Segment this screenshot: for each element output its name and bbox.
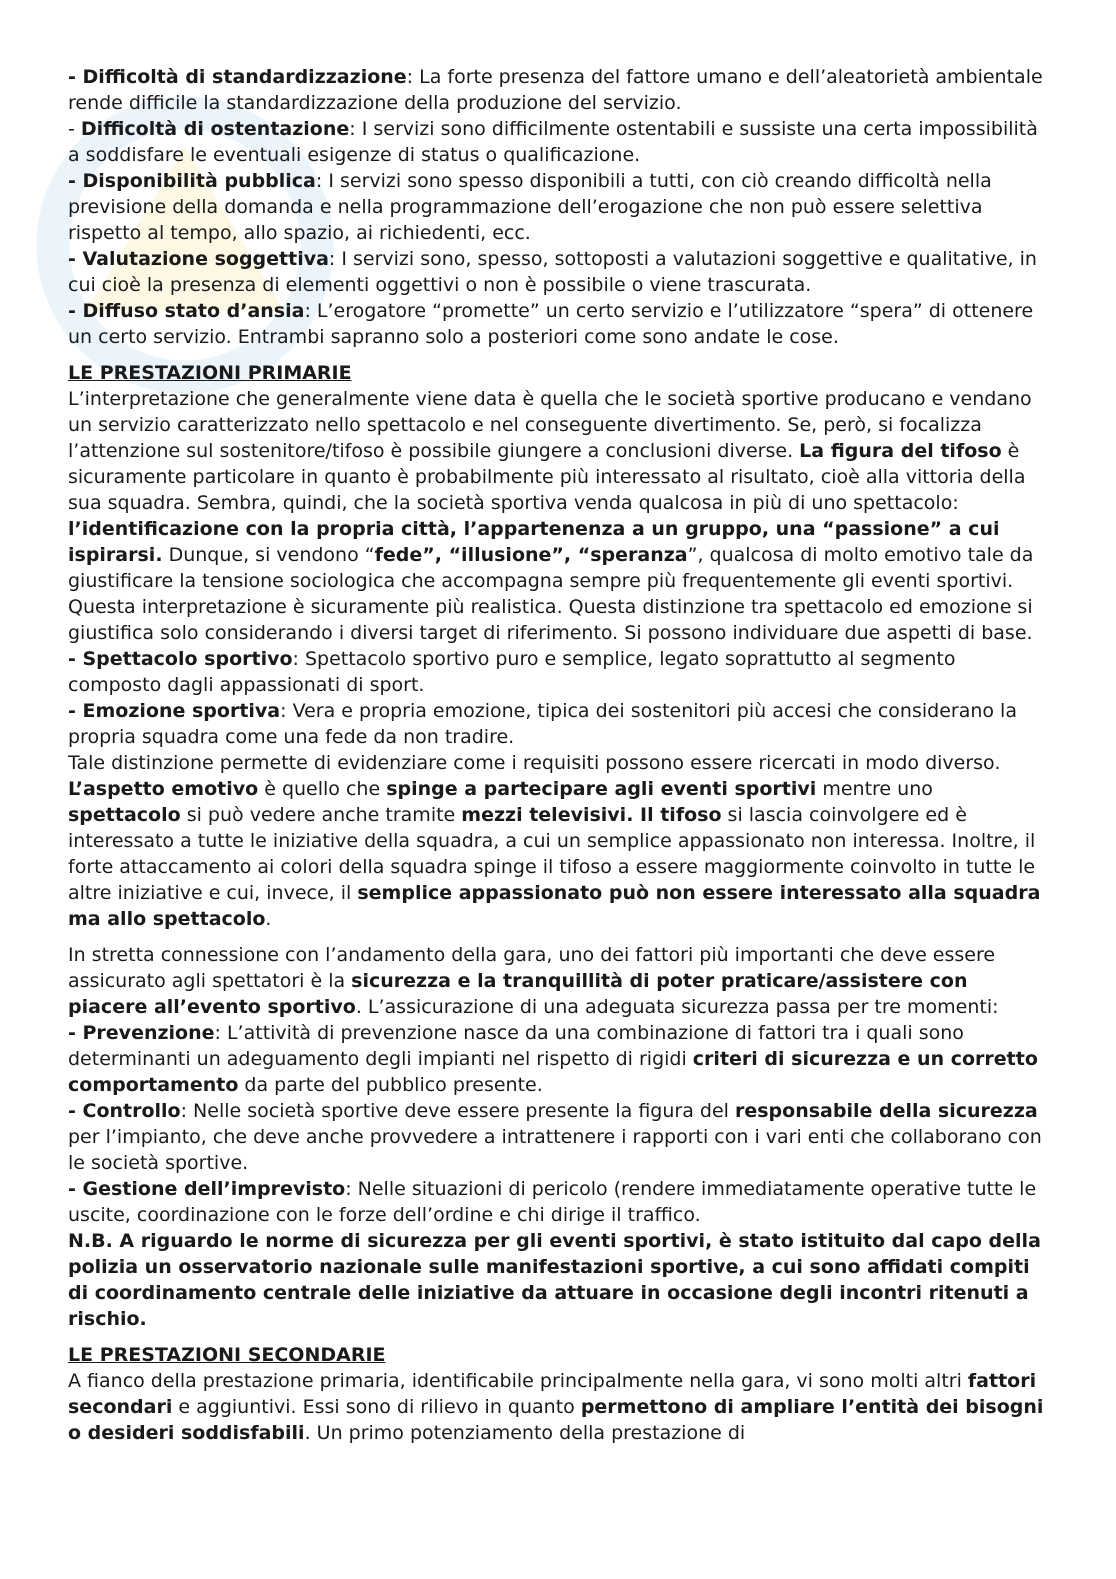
term: - Disponibilità pubblica xyxy=(68,170,316,192)
paragraph: L’interpretazione che generalmente viene data è quella che le società sportive producano e vendano un servizio caratterizzato nello spettacolo e nel conseguente divertimento. Se, però, si focalizza l’attenzione sul sostenitore/tifoso è possibile giungere a conclusioni diverse. La figura del tifoso è sicuramente particolare in quanto è probabilmente più interessato al risultato, cioè alla vittoria della sua squadra. Sembra, quindi, che la società sportiva venda qualcosa in più di uno spettacolo: l’identificazione con la propria città, l’appartenenza a un gruppo, una “passione” a cui ispirarsi. Dunque, si vendono “fede”, “illusione”, “speranza”, qualcosa di molto emotivo tale da giustificare la tensione sociologica che accompagna sempre più frequentemente gli eventi sportivi. Questa interpretazione è sicuramente più realistica. Questa distinzione tra spettacolo ed emozione si giustifica solo considerando i diversi target di riferimento. Si possono individuare due aspetti di base. xyxy=(68,388,1034,644)
term: - Prevenzione xyxy=(68,1022,215,1044)
list-item: - Spettacolo sportivo: Spettacolo sportivo puro e semplice, legato soprattutto al segmento composto dagli appassionati di sport. xyxy=(68,648,956,696)
document-page xyxy=(68,64,1048,1446)
list-item: - Emozione sportiva: Vera e propria emozione, tipica dei sostenitori più accesi che considerano la propria squadra come una fede da non tradire. xyxy=(68,700,1017,748)
list-item: - Prevenzione: L’attività di prevenzione nasce da una combinazione di fattori tra i quali sono determinanti un adeguamento degli impianti nel rispetto di rigidi criteri di sicurezza e un corretto comportamento da parte del pubblico presente. xyxy=(68,1022,1038,1096)
term: - Valutazione soggettiva xyxy=(68,248,329,270)
list-item: - Disponibilità pubblica: I servizi sono spesso disponibili a tutti, con ciò creando difficoltà nella previsione della domanda e nella programmazione dell’erogazione che non può essere selettiva rispetto al tempo, allo spazio, ai richiedenti, ecc. xyxy=(68,170,992,244)
term: - Gestione dell’imprevisto xyxy=(68,1178,346,1200)
list-item: - Diffuso stato d’ansia: L’erogatore “promette” un certo servizio e l’utilizzatore “spera” di ottenere un certo servizio. Entrambi sapranno solo a posteriori come sono andate le cose. xyxy=(68,300,1034,348)
term: - Diffuso stato d’ansia xyxy=(68,300,305,322)
paragraph: In stretta connessione con l’andamento della gara, uno dei fattori più importanti che deve essere assicurato agli spettatori è la sicurezza e la tranquillità di poter praticare/assistere con piacere all’evento sportivo. L’assicurazione di una adeguata sicurezza passa per tre momenti: xyxy=(68,944,999,1018)
section-heading-secondarie: LE PRESTAZIONI SECONDARIE xyxy=(68,1344,386,1366)
term: Difficoltà di ostentazione xyxy=(80,118,350,140)
list-item: - Valutazione soggettiva: I servizi sono, spesso, sottoposti a valutazioni soggettive e qualitative, in cui cioè la presenza di elementi oggettivi o non è possibile o viene trascurata. xyxy=(68,248,1037,296)
section-heading-primarie: LE PRESTAZIONI PRIMARIE xyxy=(68,362,352,384)
term: - Controllo xyxy=(68,1100,181,1122)
term: - Emozione sportiva xyxy=(68,700,281,722)
list-item: - Difficoltà di ostentazione: I servizi sono difficilmente ostentabili e sussiste una certa impossibilità a soddisfare le eventuali esigenze di status o qualificazione. xyxy=(68,118,1038,166)
paragraph: Tale distinzione permette di evidenziare come i requisiti possono essere ricercati in modo diverso. L’aspetto emotivo è quello che spinge a partecipare agli eventi sportivi mentre uno spettacolo si può vedere anche tramite mezzi televisivi. Il tifoso si lascia coinvolgere ed è interessato a tutte le iniziative della squadra, a cui un semplice appassionato non interessa. Inoltre, il forte attaccamento ai colori della squadra spinge il tifoso a essere maggiormente coinvolto in tutte le altre iniziative e cui, invece, il semplice appassionato può non essere interessato alla squadra ma allo spettacolo. xyxy=(68,752,1041,930)
nota-bene: N.B. A riguardo le norme di sicurezza per gli eventi sportivi, è stato istituito dal capo della polizia un osservatorio nazionale sulle manifestazioni sportive, a cui sono affidati compiti di coordinamento centrale delle iniziative da attuare in occasione degli incontri ritenuti a rischio. xyxy=(68,1230,1041,1330)
term: - Difficoltà di standardizzazione xyxy=(68,66,407,88)
list-item: - Controllo: Nelle società sportive deve essere presente la figura del responsabile della sicurezza per l’impianto, che deve anche provvedere a intrattenere i rapporti con i vari enti che collaborano con le società sportive. xyxy=(68,1100,1042,1174)
list-item: - Gestione dell’imprevisto: Nelle situazioni di pericolo (rendere immediatamente operative tutte le uscite, coordinazione con le forze dell’ordine e chi dirige il traffico. xyxy=(68,1178,1037,1226)
term: - Spettacolo sportivo xyxy=(68,648,293,670)
list-item: - Difficoltà di standardizzazione: La forte presenza del fattore umano e dell’aleatorietà ambientale rende difficile la standardizzazione della produzione del servizio. xyxy=(68,66,1043,114)
paragraph: A fianco della prestazione primaria, identificabile principalmente nella gara, vi sono molti altri fattori secondari e aggiuntivi. Essi sono di rilievo in quanto permettono di ampliare l’entità dei bisogni o desideri soddisfabili. Un primo potenziamento della prestazione di xyxy=(68,1370,1044,1444)
